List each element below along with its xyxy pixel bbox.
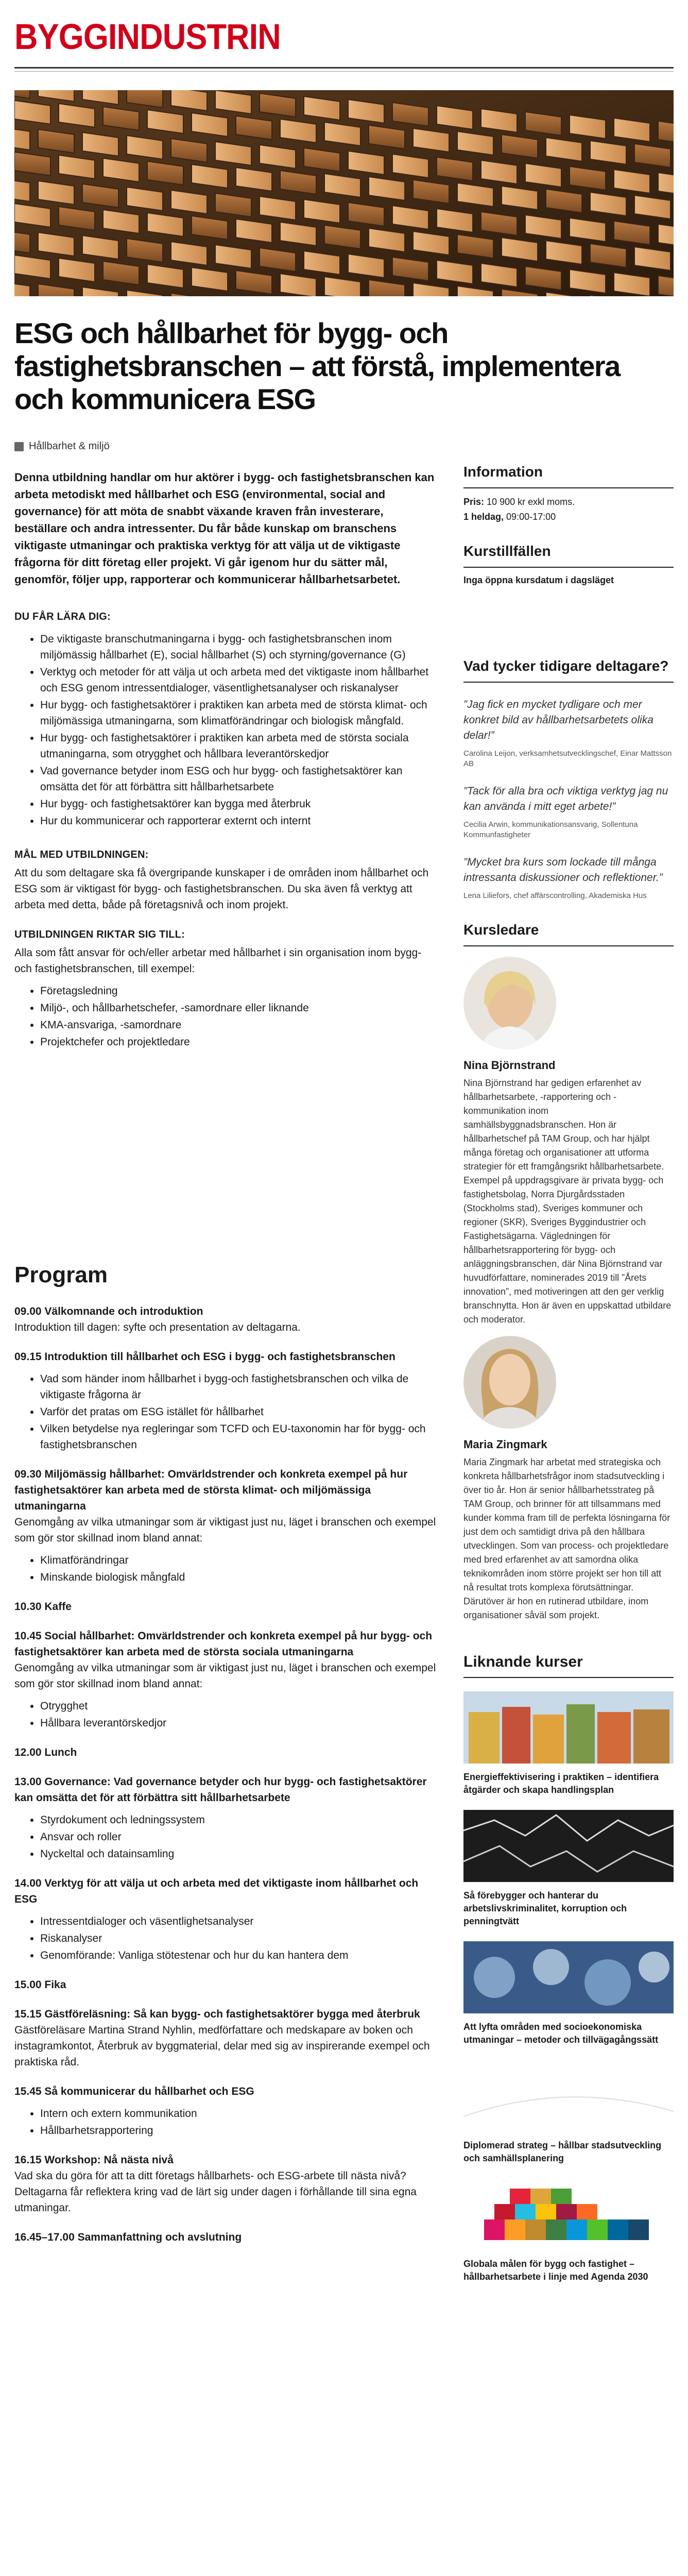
program-item-heading: 13.00 Governance: Vad governance betyder och hur bygg- och fastighetsaktörer kan omsätta det för att förbättra sitt hållbarhetsarbete [14,1776,427,1804]
program-item-heading: 09.15 Introduktion till hållbarhet och ESG i bygg- och fastighetsbranschen [14,1351,395,1363]
program-bullet: • Intressentdialoger och väsentlighetsanalyser [40,1913,437,1929]
quote-text: ”Tack för alla bra och viktiga verktyg jag nu kan använda i mitt eget arbete!” [463,785,668,812]
program-list [14,1303,437,2259]
dates-heading: Kurstillfällen [463,543,674,568]
program-item [14,2083,437,2139]
program-bullet: • Intern och extern kommunikation [40,2106,437,2122]
card-image[interactable] [463,1691,674,1764]
learn-item: • Verktyg och metoder för att välja ut och arbeta med det viktigaste inom hållbarhet och ESG genom intressentdialoger, väsentlighetsanalyser och riskanalyser [40,664,437,696]
info-heading: Information [463,464,674,488]
dates-text: Inga öppna kursdatum i dagsläget [463,575,614,585]
similar-course-card[interactable] [463,1810,674,1928]
quotes-list [463,697,674,901]
learn-list [40,631,437,829]
price-value: 10 900 kr exkl moms. [487,497,575,507]
program-bullet: • Styrdokument och ledningssystem [40,1812,437,1828]
price-label: Pris: [463,497,485,507]
program-item-bullets [40,1812,437,1862]
program-item-bullets [40,1698,437,1731]
program-item [14,2152,437,2216]
program-heading: Program [14,1262,108,1287]
program-item [14,1349,437,1453]
leader-card [463,1336,674,1622]
leader-name: Nina Björnstrand [463,1059,556,1072]
similar-course-card[interactable] [463,1941,674,2046]
program-item-bullets [40,1913,437,1963]
program-item [14,1774,437,1862]
site-logo[interactable]: BYGGINDUSTRIN [14,16,281,57]
duration-label: 1 heldag, [463,512,504,522]
goal-heading: MÅL MED UTBILDNINGEN: [14,849,149,860]
program-item-heading: 12.00 Lunch [14,1747,77,1758]
duration-value: 09:00-17:00 [506,512,556,522]
program-bullet: • Hållbara leverantörskedjor [40,1715,437,1731]
leader-photo [463,1336,556,1429]
header-divider [14,67,674,69]
goal-text: Att du som deltagare ska få övergripande kunskaper i de områden inom hållbarhet och ESG som är viktigast för bygg- och fastighetsbranschen. Du ska även få verktyg att arbeta med detta, både på företagsnivå och inom projekt. [14,867,429,911]
program-item-text: Gästföreläsare Martina Strand Nyhlin, medförfattare och medskapare av boken och instagramkontot, Återbruk av byggmaterial, delar med sig av inspirerande exempel och praktiska råd. [14,2024,430,2068]
program-bullet: • Varför det pratas om ESG istället för hållbarhet [40,1404,437,1420]
card-image[interactable] [463,2060,674,2132]
learn-item: • Hur bygg- och fastighetsaktörer i praktiken kan arbeta med de största sociala utmaningarna, som otrygghet och hållbara leverantörskedjor [40,730,437,762]
learn-item: • Hur du kommunicerar och rapporterar externt och internt [40,813,437,829]
hero-image [14,90,674,296]
similar-heading: Liknande kurser [463,1653,674,1678]
program-item-text: Genomgång av vilka utmaningar som är viktigast just nu, läget i branschen och exempel som gör stor skillnad inom bland annat: [14,1662,436,1690]
card-title[interactable]: Globala målen för bygg och fastighet – hållbarhetsarbete i linje med Agenda 2030 [463,2259,648,2282]
quotes-heading: Vad tycker tidigare deltagare? [463,658,674,683]
program-item-bullets [40,1371,437,1453]
program-item [14,1977,437,1993]
program-item-heading: 15.15 Gästföreläsning: Så kan bygg- och fastighetsaktörer bygga med återbruk [14,2008,420,2020]
category-tag[interactable] [14,440,110,452]
program-item [14,1875,437,1963]
program-item-heading: 16.15 Workshop: Nå nästa nivå [14,2154,174,2166]
card-title[interactable]: Diplomerad strateg – hållbar stadsutveckling och samhällsplanering [463,2140,662,2163]
audience-heading: UTBILDNINGEN RIKTAR SIG TILL: [14,929,185,940]
learn-item: • Vad governance betyder inom ESG och hur bygg- och fastighetsaktörer kan omsätta det för att förbättra sitt hållbarhetsarbete [40,763,437,795]
program-bullet: • Klimatförändringar [40,1552,437,1568]
program-item-text: Genomgång av vilka utmaningar som är viktigast just nu, läget i branschen och exempel som gör stor skillnad inom bland annat: [14,1516,436,1544]
learn-item: • Hur bygg- och fastighetsaktörer kan bygga med återbruk [40,796,437,812]
program-item [14,1303,437,1335]
site-header [14,10,674,82]
program-item [14,1744,437,1760]
wood-block [658,276,674,296]
program-item-heading: 10.45 Social hållbarhet: Omvärldstrender och konkreta exempel på hur bygg- och fastighetsaktörer kan arbeta med de största sociala utmaningarna [14,1630,433,1658]
similar-course-card[interactable] [463,2060,674,2165]
card-title[interactable]: Att lyfta områden med socioekonomiska utmaningar – metoder och tillvägagångssätt [463,2022,659,2045]
card-title[interactable]: Energieffektivisering i praktiken – identifiera åtgärder och skapa handlingsplan [463,1772,659,1795]
quote-author: Lena Liliefors, chef affärscontrolling, Akademiska Hus [463,891,647,900]
program-item-bullets [40,1552,437,1585]
category-icon [14,442,24,451]
audience-item: • KMA-ansvariga, -samordnare [40,1017,437,1033]
program-bullet: • Otrygghet [40,1698,437,1714]
leader-photo [463,957,556,1049]
card-title[interactable]: Så förebygger och hanterar du arbetslivskriminalitet, korruption och penningtvätt [463,1890,627,1926]
learn-item: • Hur bygg- och fastighetsaktörer i praktiken kan arbeta med de största klimat- och miljömässiga utmaningarna, som klimatförändringar och biologisk mångfald. [40,697,437,729]
leader-bio: Nina Björnstrand har gedigen erfarenhet av hållbarhetsarbete, -rapportering och -kommunikation inom samhällsbyggnadsbranschen. Hon är hållbarhetschef på TAM Group, och har hjälpt många företag och organisationer att utforma strategier för ett framgångsrikt hållbarhetsarbete. Exempel på uppdragsgivare är privata bygg- och fastighetsbolag, Norra Djurgårdsstaden (Stockholms stad), Sveriges kommuner och regioner (SKR), Sveriges Byggindustrier och Fastighetsägarna. Vägledningen för hållbarhetsrapportering för bygg- och anläggningsbranschen, där Nina Björnstrand var huvudförfattare, nominerades 2019 till ”Årets innovation”, med motiveringen att den ger verklig branschnytta. Hon är även en uppskattad utbildare och moderator. [463,1078,672,1325]
program-bullet: • Hållbarhetsrapportering [40,2123,437,2139]
leaders-heading: Kursledare [463,922,674,946]
program-item [14,1599,437,1615]
program-bullet: • Minskande biologisk mångfald [40,1569,437,1585]
program-item [14,2229,437,2245]
similar-course-card[interactable] [463,2178,674,2283]
audience-item: • Projektchefer och projektledare [40,1034,437,1050]
program-item-heading: 09.00 Välkomnande och introduktion [14,1306,203,1317]
intro-text: Denna utbildning handlar om hur aktörer i bygg- och fastighetsbranschen kan arbeta metodiskt med hållbarhet och ESG (environmental, social and governance) för att möta de snabbt växande kraven från investerare, beställare och andra intressenter. Du får både kunskap om branschens viktigaste utmaningar och praktiska verktyg för att välja ut de viktigaste frågorna för ditt företag eller projekt. Vi går igenom hur du sätter mål, genomför, följer upp, rapporterar och kommunicerar hållbarhetsarbetet. [14,471,435,586]
quote-author: Carolina Leijon, verksamhetsutvecklingschef, Einar Mattsson AB [463,749,672,768]
audience-item: • Företagsledning [40,983,437,999]
similar-course-card[interactable] [463,1691,674,1797]
price-line [463,497,674,507]
program-bullet: • Vad som händer inom hållbarhet i bygg-och fastighetsbranschen och vilka de viktigaste frågorna är [40,1371,437,1403]
program-item-bullets [40,2106,437,2139]
quote-text: ”Jag fick en mycket tydligare och mer konkret bild av hållbarhetsarbetets olika delar!” [463,699,653,741]
program-bullet: • Ansvar och roller [40,1829,437,1845]
leader-name: Maria Zingmark [463,1438,547,1451]
program-item-heading: 16.45–17.00 Sammanfattning och avslutning [14,2231,242,2243]
program-item-heading: 15.00 Fika [14,1979,66,1991]
program-item [14,1628,437,1731]
program-item-heading: 14.00 Verktyg för att välja ut och arbeta med det viktigaste inom hållbarhet och ESG [14,1877,419,1905]
leader-card [463,957,674,1327]
program-item-heading: 10.30 Kaffe [14,1601,72,1613]
category-label: Hållbarhet & miljö [29,440,110,452]
program-item [14,2006,437,2070]
program-item [14,1466,437,1585]
course-description [14,469,437,1051]
program-item-heading: 15.45 Så kommunicerar du hållbarhet och ESG [14,2086,254,2097]
quote-author: Cecilia Arwin, kommunikationsansvarig, Sollentuna Kommunfastigheter [463,820,638,839]
duration-line [463,512,674,522]
card-image[interactable] [463,2178,674,2250]
program-item-text: Introduktion till dagen: syfte och presentation av deltagarna. [14,1321,301,1333]
program-item-heading: 09.30 Miljömässig hållbarhet: Omvärldstrender och konkreta exempel på hur fastighetsaktörer kan arbeta med de största klimat- och miljömässiga utmaningarna [14,1468,408,1512]
card-image[interactable] [463,1941,674,2013]
program-bullet: • Vilken betydelse nya regleringar som TCFD och EU-taxonomin har för bygg- och fastighetsbranschen [40,1421,437,1453]
learn-item: • De viktigaste branschutmaningarna i bygg- och fastighetsbranschen inom miljömässig hållbarhet (E), social hållbarhet (S) och styrning/governance (G) [40,631,437,663]
page-title: ESG och hållbarhet för bygg- och fastighetsbranschen – att förstå, implementera och kommunicera ESG [14,317,620,415]
program-bullet: • Genomförande: Vanliga stötestenar och hur du kan hantera dem [40,1947,437,1963]
audience-list [40,983,437,1050]
quote-text: ”Mycket bra kurs som lockade till många intressanta diskussioner och reflektioner.” [463,856,663,884]
leader-bio: Maria Zingmark har arbetat med strategiska och konkreta hållbarhetsfrågor inom stadsutveckling i över tio år. Hon är senior hållbarhetsstrateg på TAM Group, och brinner för att tillsammans med kunder komma fram till de perfekta lösningarna för just dem och samtidigt driva på den hållbara utvecklingen. Som van process- och projektledare med bred erfarenhet av att samordna olika teknikområden inom större projekt ser hon till att nå resultat trots komplexa förutsättningar. Därutöver är hon en rutinerad utbildare, inom organisationer såväl som projekt. [463,1457,670,1620]
program-bullet: • Nyckeltal och datainsamling [40,1846,437,1862]
audience-text: Alla som fått ansvar för och/eller arbetar med hållbarhet i sin organisation inom bygg- och fastighetsbranschen, till exempel: [14,947,422,975]
audience-item: • Miljö-, och hållbarhetschefer, -samordnare eller liknande [40,1000,437,1016]
program-bullet: • Riskanalyser [40,1930,437,1946]
program-item-text: Vad ska du göra för att ta ditt företags hållbarhets- och ESG-arbete till nästa nivå? Deltagarna får reflektera kring vad de lärt sig under dagen i förhållande till sina egna utmaningar. [14,2170,417,2214]
header-divider-thin [14,71,674,72]
learn-heading: DU FÅR LÄRA DIG: [14,611,111,622]
sidebar [463,464,674,2283]
card-image[interactable] [463,1810,674,1882]
